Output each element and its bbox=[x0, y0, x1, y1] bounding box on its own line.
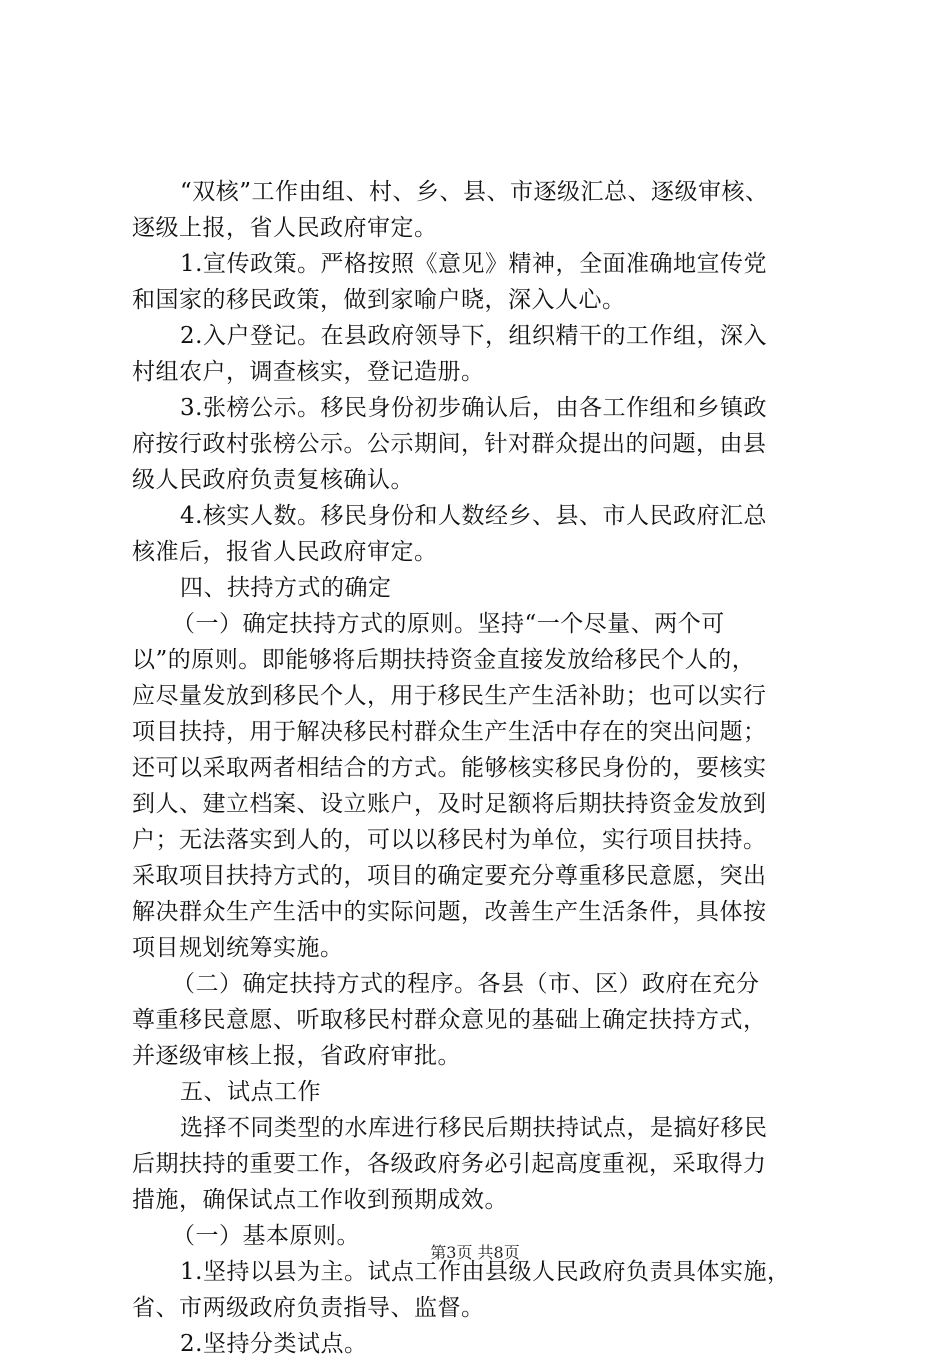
paragraph-line: 以”的原则。即能够将后期扶持资金直接发放给移民个人的， bbox=[132, 647, 756, 673]
paragraph-line: 2.入户登记。在县政府领导下，组织精干的工作组，深入 bbox=[180, 323, 767, 349]
paragraph-line: 和国家的移民政策，做到家喻户晓，深入人心。 bbox=[132, 287, 626, 313]
document-body bbox=[132, 174, 832, 1362]
paragraph-line: 尊重移民意愿、听取移民村群众意见的基础上确定扶持方式， bbox=[132, 1007, 767, 1033]
paragraph-line: 级人民政府负责复核确认。 bbox=[132, 467, 414, 493]
paragraph-line: 户；无法落实到人的，可以以移民村为单位，实行项目扶持。 bbox=[132, 827, 767, 853]
paragraph-line: 2.坚持分类试点。 bbox=[180, 1331, 368, 1357]
paragraph-line: 1.坚持以县为主。试点工作由县级人民政府负责具体实施， bbox=[180, 1259, 791, 1285]
paragraph-line: 1.宣传政策。严格按照《意见》精神，全面准确地宣传党 bbox=[180, 251, 767, 277]
paragraph-line: 选择不同类型的水库进行移民后期扶持试点，是搞好移民 bbox=[180, 1115, 768, 1141]
paragraph-line: 省、市两级政府负责指导、监督。 bbox=[132, 1295, 485, 1321]
paragraph-line: 项目扶持，用于解决移民村群众生产生活中存在的突出问题； bbox=[132, 719, 767, 745]
paragraph-line: 应尽量发放到移民个人，用于移民生产生活补助；也可以实行 bbox=[132, 683, 767, 709]
paragraph-line: 措施，确保试点工作收到预期成效。 bbox=[132, 1187, 508, 1213]
paragraph-line: 3.张榜公示。移民身份初步确认后，由各工作组和乡镇政 bbox=[180, 395, 767, 421]
paragraph-line: 后期扶持的重要工作，各级政府务必引起高度重视，采取得力 bbox=[132, 1151, 767, 1177]
paragraph-line: （一）确定扶持方式的原则。坚持“一个尽量、两个可 bbox=[172, 611, 725, 637]
paragraph-line: 逐级上报，省人民政府审定。 bbox=[132, 215, 438, 241]
paragraph-line: 到人、建立档案、设立账户，及时足额将后期扶持资金发放到 bbox=[132, 791, 767, 817]
paragraph-line: 4.核实人数。移民身份和人数经乡、县、市人民政府汇总 bbox=[180, 503, 767, 529]
page-number-footer: 第3页 共8页 bbox=[430, 1243, 520, 1262]
paragraph-line: 还可以采取两者相结合的方式。能够核实移民身份的，要核实 bbox=[132, 755, 767, 781]
paragraph-line: 府按行政村张榜公示。公示期间，针对群众提出的问题，由县 bbox=[132, 431, 767, 457]
section-heading: 五、试点工作 bbox=[180, 1079, 321, 1105]
paragraph-line: 项目规划统筹实施。 bbox=[132, 935, 344, 961]
paragraph-line: 村组农户，调查核实，登记造册。 bbox=[132, 359, 485, 385]
paragraph-line: 解决群众生产生活中的实际问题，改善生产生活条件，具体按 bbox=[132, 899, 767, 925]
paragraph-line: （二）确定扶持方式的程序。各县（市、区）政府在充分 bbox=[172, 971, 760, 997]
section-heading: 四、扶持方式的确定 bbox=[180, 575, 392, 601]
subsection-heading: （一）基本原则。 bbox=[172, 1223, 360, 1249]
paragraph-line: 采取项目扶持方式的，项目的确定要充分尊重移民意愿，突出 bbox=[132, 863, 767, 889]
paragraph-line: 并逐级审核上报，省政府审批。 bbox=[132, 1043, 461, 1069]
paragraph-line: 核准后，报省人民政府审定。 bbox=[132, 539, 438, 565]
paragraph-line: “双核”工作由组、村、乡、县、市逐级汇总、逐级审核、 bbox=[180, 179, 769, 205]
